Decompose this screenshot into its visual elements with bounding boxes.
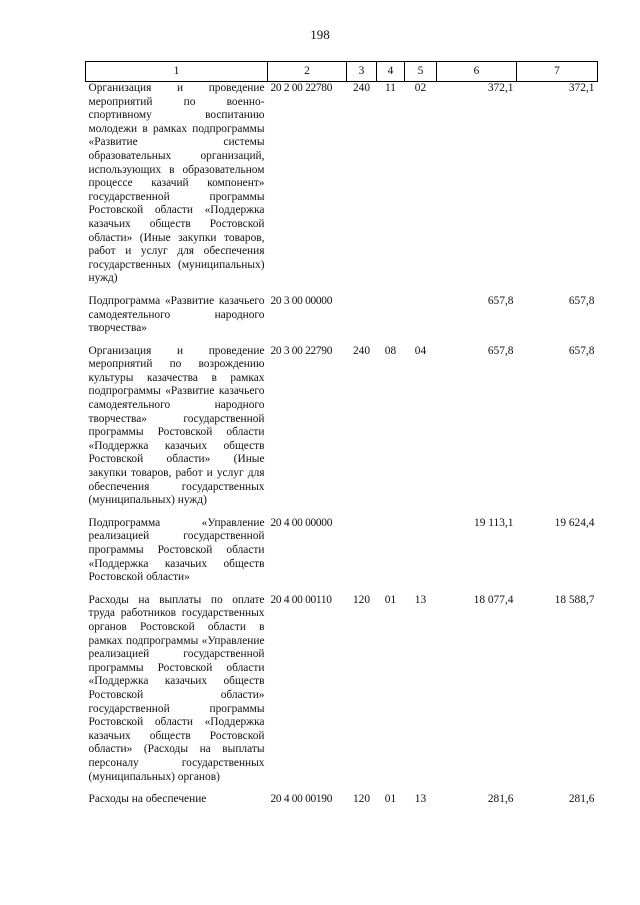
table-row (86, 517, 598, 594)
row-section: 08 (384, 344, 397, 357)
column-header: 2 (268, 62, 347, 82)
row-amount-year2: 372,1 (568, 82, 595, 94)
column-header: 7 (517, 62, 598, 82)
row-name: Подпрограмма «Управление реализацией государственной программы Ростовской области «Поддержка казачьих обществ Ростовской области» (88, 516, 265, 584)
row-section (377, 295, 405, 345)
row-amount-year1: 19 113,1 (474, 516, 514, 529)
row-amount-year1: 372,1 (487, 82, 514, 94)
row-subsection: 04 (414, 344, 427, 357)
row-name: Организация и проведение мероприятий по возрождению культуры казачества в рамках подпрограммы «Развитие казачьего самодеятельного народного творчества» государственной программы Ростовской области «Поддержка казачьих обществ Ростовской области» (Иные закупки товаров, работ и услуг для обеспечения государственных (муниципальных) нужд) (88, 344, 265, 507)
row-target-code: 20 4 00 00110 (270, 593, 332, 606)
row-target-code: 20 4 00 00000 (270, 516, 333, 529)
row-amount-year2: 657,8 (568, 344, 595, 357)
budget-table (85, 61, 598, 816)
row-amount-year1: 281,6 (487, 793, 514, 806)
row-expense-type: 120 (352, 793, 371, 806)
row-amount-year1: 18 077,4 (473, 593, 514, 606)
row-target-code: 20 3 00 22790 (270, 344, 333, 357)
row-subsection (405, 295, 437, 345)
table-row (86, 295, 598, 345)
row-name: Расходы на обеспечение (88, 793, 207, 806)
page-number: 198 (310, 27, 330, 42)
row-name: Организация и проведение мероприятий по военно-спортивному воспитанию молодежи в рамках подпрограммы «Развитие системы образовательных организаций, использующих в образовательном процессе казачий компонент» государственной программы Ростовской области «Поддержка казачьих обществ Ростовской области» (Иные закупки товаров, работ и услуг для обеспечения государственных (муниципальных) нужд) (88, 82, 265, 285)
row-section: 01 (384, 793, 397, 806)
column-header: 5 (405, 62, 437, 82)
row-section (377, 517, 405, 594)
row-expense-type: 240 (352, 82, 371, 94)
row-amount-year2: 18 588,7 (554, 593, 595, 606)
row-expense-type (347, 295, 377, 345)
row-subsection: 13 (414, 793, 427, 806)
row-expense-type: 240 (352, 344, 371, 357)
table-row (86, 82, 598, 295)
column-header: 3 (347, 62, 377, 82)
row-target-code: 20 4 00 00190 (270, 793, 333, 806)
table-header-row (86, 62, 598, 82)
row-subsection: 13 (414, 593, 427, 606)
table-row (86, 594, 598, 793)
row-amount-year2: 281,6 (568, 793, 595, 806)
row-amount-year1: 657,8 (487, 344, 514, 357)
row-name: Расходы на выплаты по оплате труда работников государственных органов Ростовской области в рамках подпрограммы «Управление реализацией государственной программы Ростовской области «Поддержка казачьих обществ Ростовской области» государственной программы Ростовской области «Поддержка казачьих обществ Ростовской области» (Расходы на выплаты персоналу государственных (муниципальных) органов) (88, 593, 265, 783)
table-row (86, 345, 598, 517)
column-header: 6 (437, 62, 517, 82)
row-subsection: 02 (414, 82, 427, 94)
row-amount-year1: 657,8 (487, 294, 514, 307)
row-section: 11 (385, 82, 396, 94)
row-target-code: 20 2 00 22780 (270, 82, 333, 94)
row-expense-type: 120 (352, 593, 371, 606)
row-target-code: 20 3 00 00000 (270, 294, 333, 307)
row-name: Подпрограмма «Развитие казачьего самодеятельного народного творчества» (88, 294, 265, 335)
row-expense-type (347, 517, 377, 594)
table-row (86, 793, 598, 816)
column-header: 1 (86, 62, 268, 82)
row-amount-year2: 657,8 (568, 294, 595, 307)
row-subsection (405, 517, 437, 594)
column-header: 4 (377, 62, 405, 82)
row-section: 01 (384, 593, 397, 606)
row-amount-year2: 19 624,4 (554, 516, 595, 529)
